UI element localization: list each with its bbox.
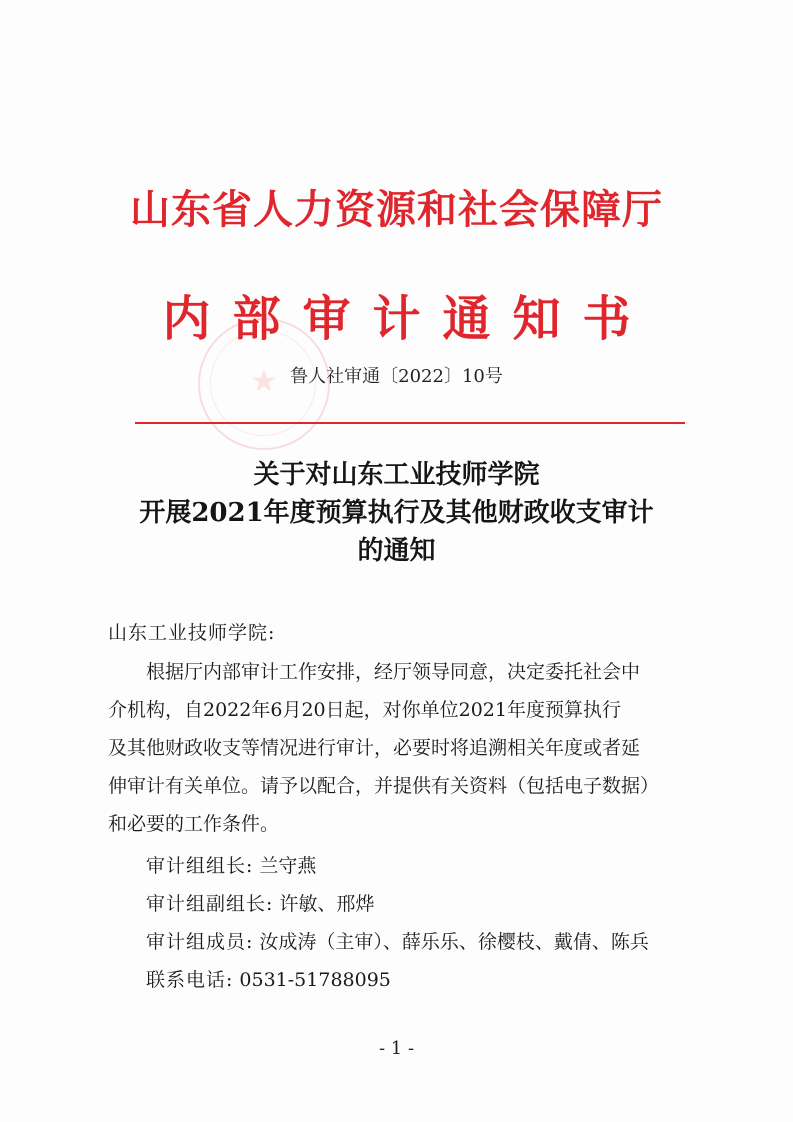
paragraph-line: 伸审计有关单位。请予以配合，并提供有关资料（包括电子数据） — [108, 775, 660, 797]
team-row-value: 兰守燕 — [259, 855, 317, 877]
issuing-organization: 山东省人力资源和社会保障厅 — [130, 186, 663, 233]
notice-body — [108, 617, 708, 999]
deputy-leader-row — [108, 885, 708, 923]
team-row-label: 审计组副组长: — [146, 893, 274, 915]
headline-line-2: 开展2021年度预算执行及其他财政收支审计 — [139, 498, 654, 528]
contact-phone-row — [108, 961, 708, 999]
body-paragraph — [108, 653, 708, 843]
red-divider-line — [135, 422, 685, 424]
paragraph-line: 介机构，自2022年6月20日起，对你单位2021年度预算执行 — [108, 699, 621, 721]
team-row-value: 汝成涛（主审）、薛乐乐、徐樱枝、戴倩、陈兵 — [259, 931, 649, 953]
notice-headline — [0, 456, 793, 570]
team-row-value: 许敏、邢烨 — [279, 893, 375, 915]
headline-line-1: 关于对山东工业技师学院 — [253, 460, 540, 490]
document-type-title: 内部审计通知书 — [162, 291, 653, 347]
team-members-row — [108, 923, 708, 961]
seal-star-icon: ★ — [250, 364, 278, 399]
page-number: - 1 - — [378, 1038, 415, 1059]
team-row-value: 0531-51788095 — [239, 969, 391, 991]
team-row-label: 审计组组长: — [146, 855, 254, 877]
paragraph-line: 和必要的工作条件。 — [108, 813, 280, 835]
team-leader-row — [108, 847, 708, 885]
salutation: 山东工业技师学院: — [108, 622, 276, 644]
headline-line-3: 的通知 — [357, 536, 436, 566]
document-number: 鲁人社审通〔2022〕10号 — [290, 366, 503, 387]
paragraph-line: 及其他财政收支等情况进行审计，必要时将追溯相关年度或者延 — [108, 737, 641, 759]
team-row-label: 审计组成员: — [146, 931, 254, 953]
paragraph-line: 根据厅内部审计工作安排，经厅领导同意，决定委托社会中 — [146, 661, 641, 683]
audit-team-list — [108, 847, 708, 999]
team-row-label: 联系电话: — [146, 969, 234, 991]
